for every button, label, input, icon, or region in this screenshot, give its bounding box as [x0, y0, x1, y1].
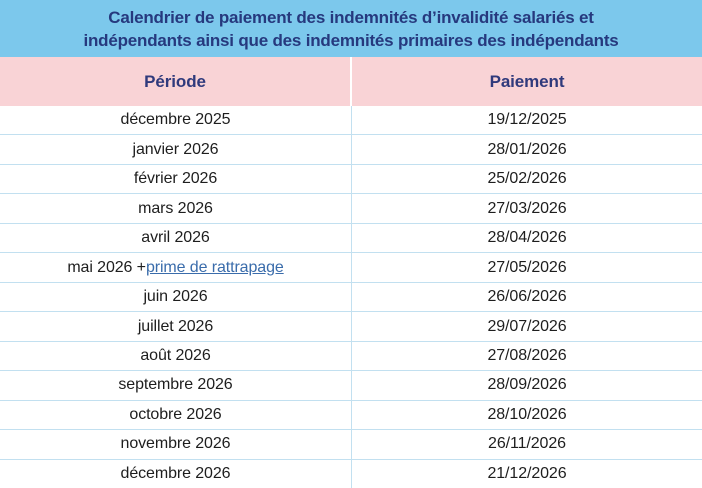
period-cell: août 2026 [0, 342, 352, 370]
payment-cell: 28/01/2026 [487, 140, 567, 158]
period-cell: février 2026 [0, 165, 352, 193]
payment-cell: 28/10/2026 [487, 405, 567, 423]
payment-cell: 21/12/2026 [487, 464, 567, 482]
period-cell: janvier 2026 [0, 135, 352, 163]
period-cell: mars 2026 [0, 194, 352, 222]
table-row [0, 135, 702, 164]
table-title-line2: indépendants ainsi que des indemnités primaires des indépendants [83, 30, 619, 50]
payment-cell: 27/08/2026 [487, 346, 567, 364]
period-cell: octobre 2026 [0, 401, 352, 429]
table-body [0, 106, 702, 488]
period-cell: décembre 2026 [0, 460, 352, 488]
table-row [0, 106, 702, 135]
payment-cell: 29/07/2026 [487, 317, 567, 335]
table-row [0, 253, 702, 282]
table-title [0, 0, 702, 57]
period-cell [0, 253, 352, 281]
table-row [0, 312, 702, 341]
table-row [0, 430, 702, 459]
table-row [0, 283, 702, 312]
table-row [0, 194, 702, 223]
period-cell: juillet 2026 [0, 312, 352, 340]
table-header-row [0, 57, 702, 106]
prime-de-rattrapage-link[interactable]: prime de rattrapage [145, 258, 284, 276]
period-cell: décembre 2025 [0, 106, 352, 134]
table-title-line1: Calendrier de paiement des indemnités d’invalidité salariés et [108, 7, 594, 27]
table-row [0, 371, 702, 400]
payment-cell: 27/05/2026 [487, 258, 567, 276]
payment-cell: 19/12/2025 [487, 111, 567, 129]
table-row [0, 401, 702, 430]
period-text: mai 2026 + [67, 258, 146, 276]
column-header-paiement: Paiement [489, 71, 565, 91]
table-row [0, 460, 702, 488]
payment-cell: 27/03/2026 [487, 199, 567, 217]
table-row [0, 165, 702, 194]
period-cell: novembre 2026 [0, 430, 352, 458]
payment-cell: 25/02/2026 [487, 170, 567, 188]
table-row [0, 342, 702, 371]
payment-cell: 28/04/2026 [487, 229, 567, 247]
period-cell: juin 2026 [0, 283, 352, 311]
table-row [0, 224, 702, 253]
column-header-periode: Période [0, 57, 352, 106]
payment-cell: 26/06/2026 [487, 288, 567, 306]
payment-cell: 26/11/2026 [488, 435, 566, 453]
period-cell: avril 2026 [0, 224, 352, 252]
period-cell: septembre 2026 [0, 371, 352, 399]
payment-cell: 28/09/2026 [487, 376, 567, 394]
